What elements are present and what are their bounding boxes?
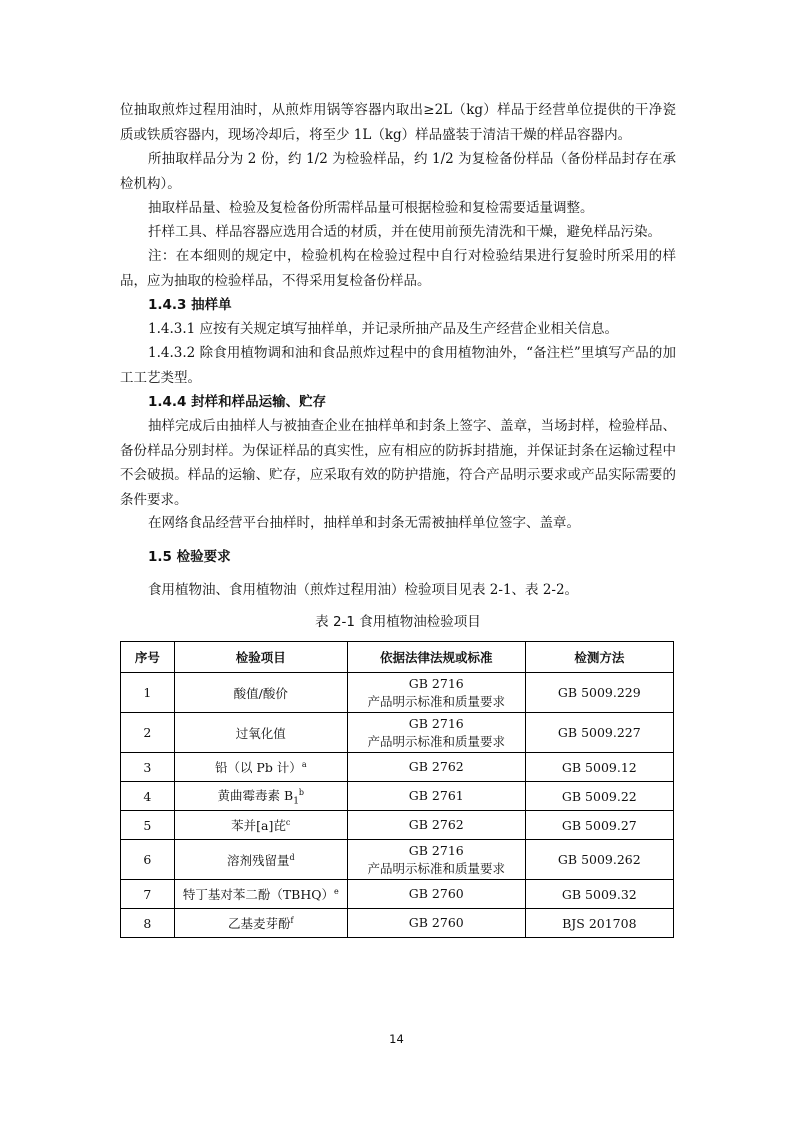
table-row: [121, 880, 674, 909]
cell-no: 5: [121, 811, 175, 840]
cell-method: BJS 201708: [525, 909, 673, 938]
basis-standard: GB 2716: [408, 842, 464, 858]
cell-item: [174, 673, 347, 713]
cell-method: GB 5009.27: [525, 811, 673, 840]
footnote-marker: e: [334, 886, 339, 896]
cell-basis: [347, 713, 525, 753]
note-paragraph: 注：在本细则的规定中，检验机构在检验过程中自行对检验结果进行复验时所采用的样品，应为抽取的检验样品，不得采用复检备份样品。: [120, 248, 676, 289]
basis-standard: GB 2761: [408, 788, 464, 803]
header-no: 序号: [121, 642, 175, 673]
table-row: [121, 840, 674, 880]
cell-basis: [347, 673, 525, 713]
header-method: 检测方法: [525, 642, 673, 673]
cell-item: [174, 840, 347, 880]
item-text: 酸值/酸价: [233, 685, 288, 701]
cell-basis: [347, 753, 525, 782]
basis-standard: GB 2762: [408, 759, 464, 774]
cell-basis: [347, 782, 525, 811]
cell-item: [174, 880, 347, 909]
cell-item: [174, 782, 347, 811]
basis-standard: GB 2760: [408, 886, 464, 901]
basis-standard: GB 2760: [408, 915, 464, 930]
cell-no: 1: [121, 673, 175, 713]
cell-item: [174, 753, 347, 782]
basis-requirement: 产品明示标准和质量要求: [367, 693, 505, 709]
cell-basis: [347, 909, 525, 938]
cell-method: GB 5009.22: [525, 782, 673, 811]
footnote-marker: a: [301, 759, 307, 769]
cell-no: 7: [121, 880, 175, 909]
table-row: [121, 782, 674, 811]
item-text: 乙基麦芽酚: [228, 916, 291, 931]
item-text: 黄曲霉毒素 B: [217, 787, 294, 803]
cell-basis: [347, 880, 525, 909]
cell-item: [174, 713, 347, 753]
footnote-marker: b: [298, 787, 305, 797]
cell-item: [174, 909, 347, 938]
paragraph: 在网络食品经营平台抽样时，抽样单和封条无需被抽样单位签字、盖章。: [148, 515, 580, 531]
table-row: [121, 909, 674, 938]
table-caption: 表 2-1 食用植物油检验项目: [315, 614, 481, 630]
footnote-marker: f: [290, 915, 294, 925]
section-heading: 1.4.4 封样和样品运输、贮存: [148, 394, 327, 410]
item-text: 苯并[a]芘: [231, 818, 286, 833]
cell-no: 2: [121, 713, 175, 753]
paragraph: 扦样工具、样品容器应选用合适的材质，并在使用前预先清洗和干燥，避免样品污染。: [148, 224, 661, 240]
item-text: 铅（以 Pb 计）: [214, 760, 302, 775]
inspection-items-table: [120, 641, 674, 938]
cell-basis: [347, 840, 525, 880]
footnote-marker: d: [289, 852, 295, 862]
paragraph: 1.4.3.2 除食用植物调和油和食品煎炸过程中的食用植物油外，“备注栏”里填写产品的加工工艺类型。: [120, 345, 676, 386]
cell-basis: [347, 811, 525, 840]
table-row: [121, 811, 674, 840]
paragraph: 抽取样品量、检验及复检备份所需样品量可根据检验和复检需要适量调整。: [148, 200, 594, 216]
item-subscript: 1: [293, 796, 299, 807]
paragraph: 位抽取煎炸过程用油时，从煎炸用锅等容器内取出≥2L（kg）样品于经营单位提供的干净瓷质或铁质容器内，现场冷却后，将至少 1L（kg）样品盛装于清洁干燥的样品容器内。: [120, 102, 676, 143]
table-row: [121, 673, 674, 713]
paragraph: 食用植物油、食用植物油（煎炸过程用油）检验项目见表 2-1、表 2-2。: [148, 582, 579, 598]
cell-method: GB 5009.229: [525, 673, 673, 713]
cell-item: [174, 811, 347, 840]
paragraph: 抽样完成后由抽样人与被抽查企业在抽样单和封条上签字、盖章，当场封样，检验样品、备份样品分别封样。为保证样品的真实性，应有相应的防拆封措施，并保证封条在运输过程中不会破损。样品的运输、贮存，应采取有效的防护措施，符合产品明示要求或产品实际需要的条件要求。: [120, 418, 676, 508]
paragraph: 1.4.3.1 应按有关规定填写抽样单，并记录所抽产品及生产经营企业相关信息。: [148, 321, 619, 337]
cell-method: GB 5009.227: [525, 713, 673, 753]
page-number: 14: [389, 1032, 404, 1046]
item-text: 溶剂残留量: [226, 852, 290, 868]
basis-standard: GB 2716: [408, 675, 464, 691]
basis-requirement: 产品明示标准和质量要求: [367, 733, 505, 749]
item-text: 过氧化值: [235, 725, 286, 741]
table-row: [121, 753, 674, 782]
item-text: 特丁基对苯二酚（TBHQ）: [182, 887, 334, 902]
basis-standard: GB 2716: [408, 715, 464, 731]
table-header-row: [121, 642, 674, 673]
basis-standard: GB 2762: [408, 817, 464, 832]
table-row: [121, 713, 674, 753]
section-heading: 1.4.3 抽样单: [148, 297, 232, 313]
paragraph: 所抽取样品分为 2 份，约 1/2 为检验样品，约 1/2 为复检备份样品（备份样品封存在承检机构）。: [120, 151, 676, 192]
cell-method: GB 5009.12: [525, 753, 673, 782]
cell-no: 8: [121, 909, 175, 938]
cell-no: 6: [121, 840, 175, 880]
cell-method: GB 5009.262: [525, 840, 673, 880]
header-basis: 依据法律法规或标准: [347, 642, 525, 673]
cell-method: GB 5009.32: [525, 880, 673, 909]
section-heading: 1.5 检验要求: [148, 549, 231, 565]
cell-no: 4: [121, 782, 175, 811]
header-item: 检验项目: [174, 642, 347, 673]
basis-requirement: 产品明示标准和质量要求: [367, 860, 505, 876]
cell-no: 3: [121, 753, 175, 782]
footnote-marker: c: [285, 817, 291, 827]
